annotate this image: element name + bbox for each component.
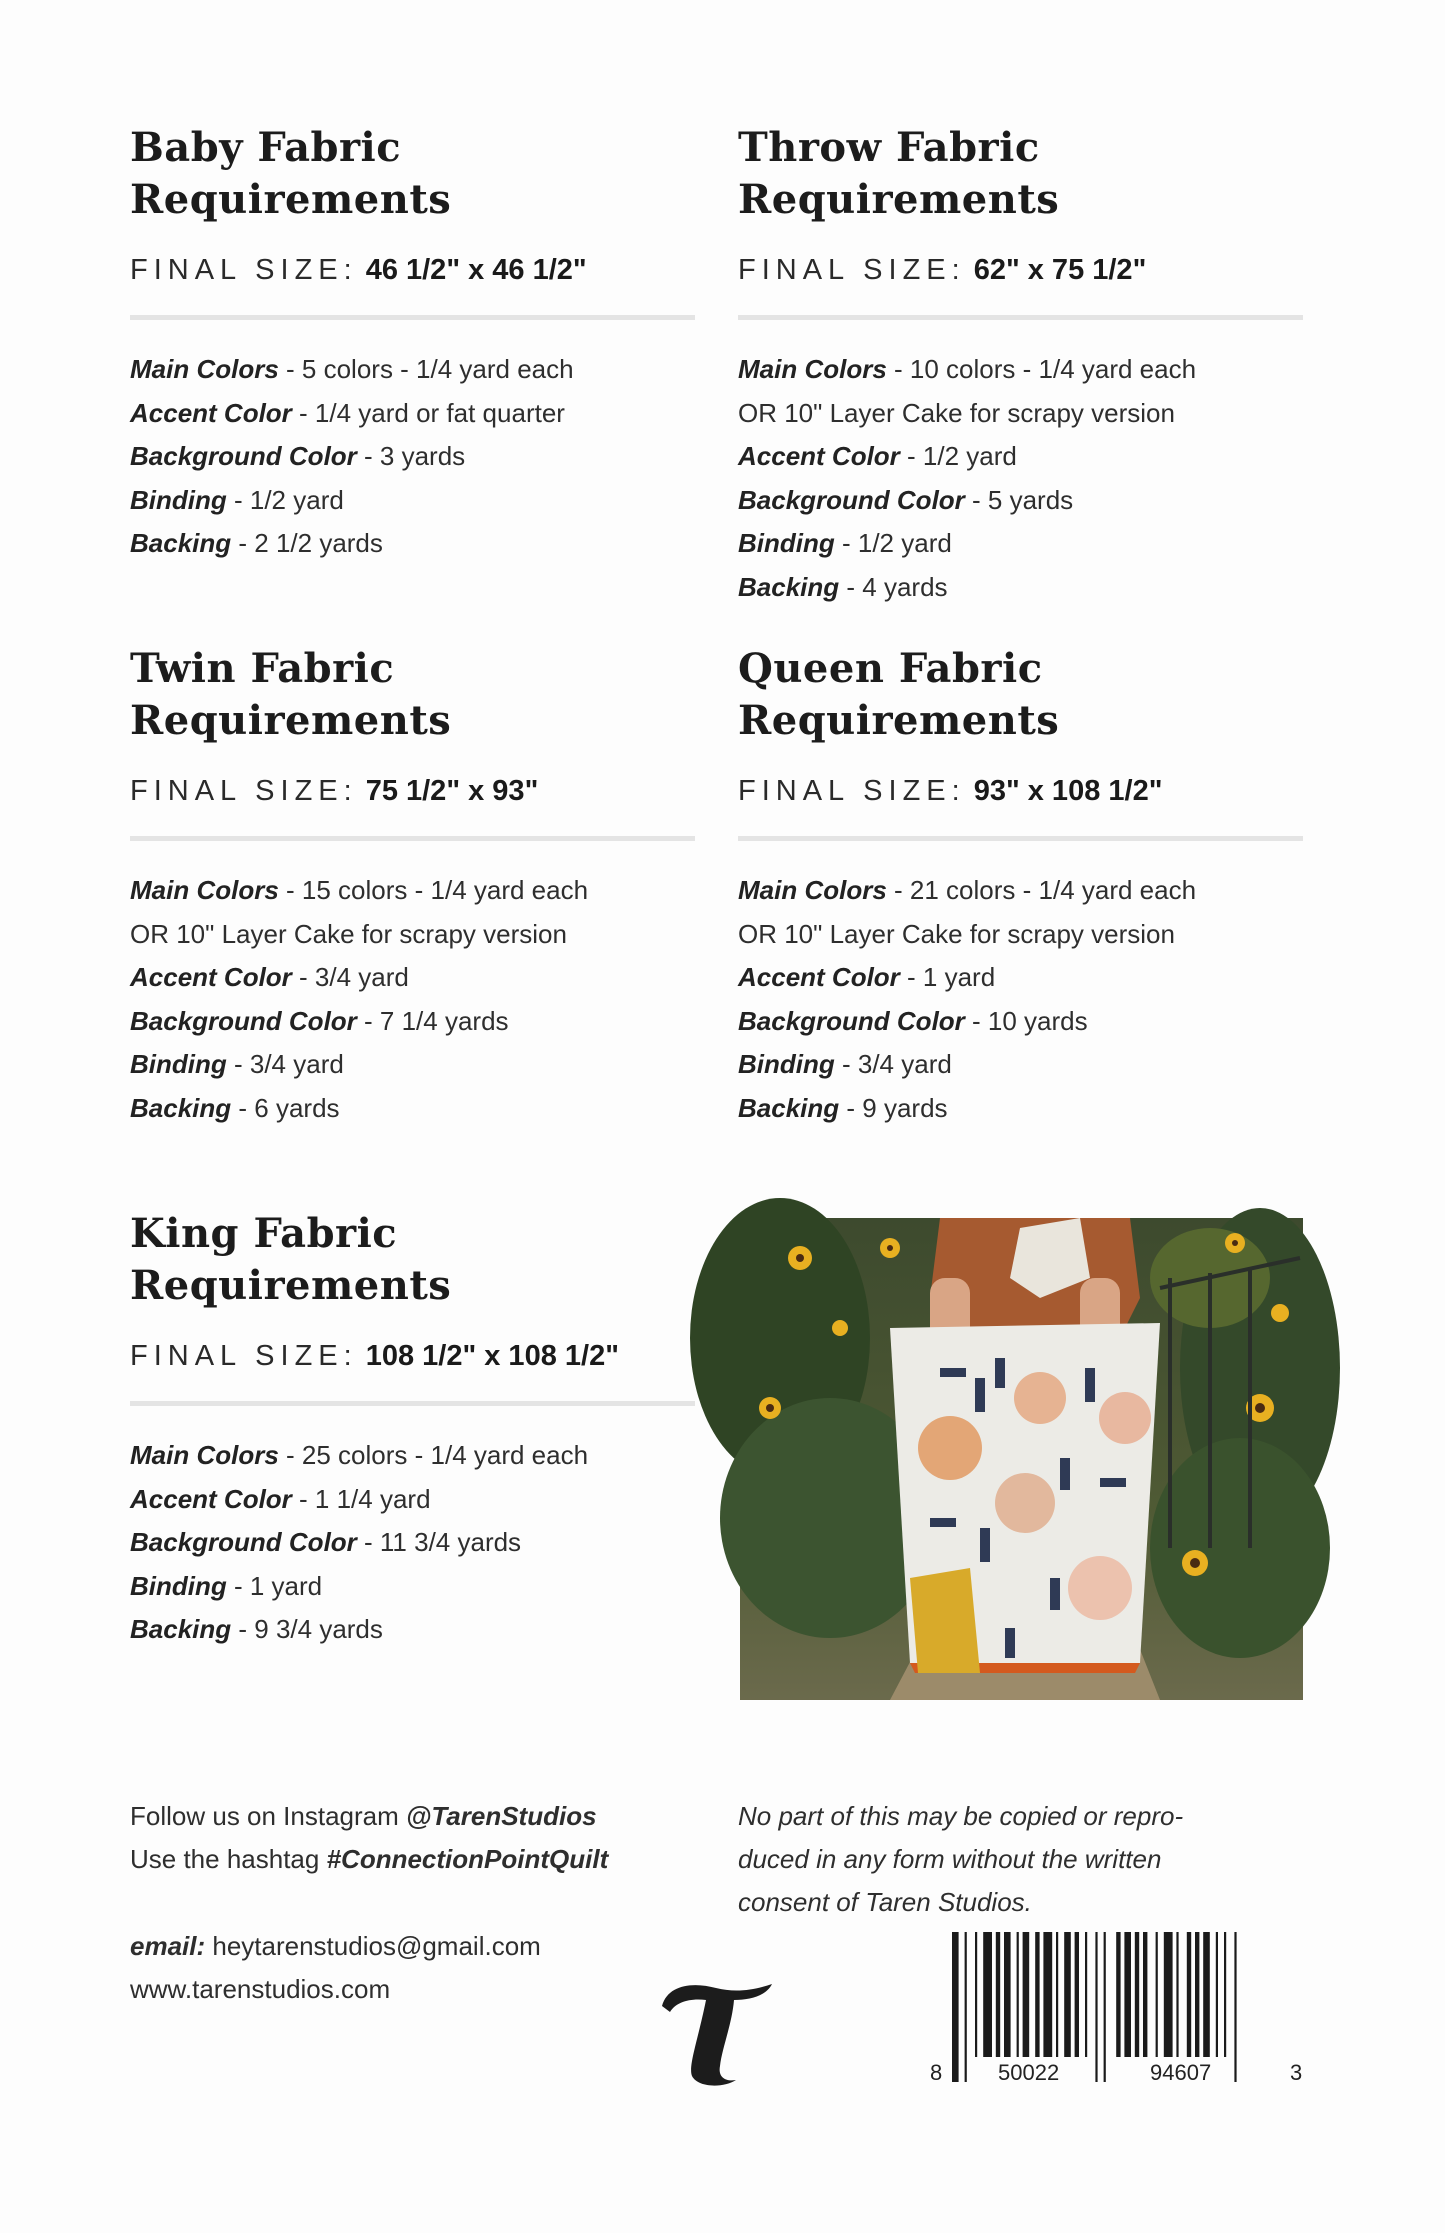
barcode-bar — [1156, 1932, 1158, 2057]
barcode-bar — [1023, 1932, 1030, 2057]
requirement-label: Main Colors — [130, 1440, 279, 1470]
requirements-list — [130, 348, 695, 566]
requirement-item — [130, 1608, 695, 1652]
requirement-value: - 3/4 yard — [226, 1049, 344, 1079]
requirement-item — [130, 1521, 695, 1565]
requirement-value: - 3/4 yard — [834, 1049, 952, 1079]
barcode-bar — [1017, 1932, 1019, 2057]
requirement-item — [738, 1087, 1303, 1131]
requirement-label: Background Color — [130, 441, 357, 471]
requirement-value: - 3/4 yard — [291, 962, 409, 992]
requirement-item — [738, 1000, 1303, 1044]
barcode-bar — [1203, 1932, 1210, 2057]
instagram-line: Follow us on Instagram @TarenStudios — [130, 1801, 597, 1831]
requirement-value: - 1/2 yard — [226, 484, 344, 515]
requirement-value: - 5 yards — [964, 484, 1074, 515]
requirement-value: OR 10" Layer Cake for scrapy version — [130, 918, 567, 949]
final-size: FINAL SIZE: 62" x 75 1/2" — [738, 254, 1147, 286]
website-link[interactable]: www.tarenstudios.com — [130, 1974, 391, 2004]
barcode-bar — [975, 1932, 977, 2057]
requirement-item — [130, 1565, 695, 1609]
requirement-label: Main Colors — [738, 875, 887, 905]
requirement-label: Main Colors — [130, 875, 279, 905]
requirement-label: Background Color — [130, 1005, 357, 1036]
requirement-label: Binding — [130, 484, 227, 515]
requirement-item — [738, 913, 1303, 957]
requirement-item — [738, 566, 1303, 610]
barcode-bar — [952, 1932, 959, 2082]
requirement-value: - 15 colors - 1/4 yard each — [278, 875, 589, 905]
requirement-value: - 1 yard — [226, 1570, 323, 1601]
barcode-bar — [1085, 1932, 1087, 2057]
requirement-item — [738, 348, 1303, 392]
requirement-item — [130, 1478, 695, 1522]
barcode-bar — [1004, 1932, 1011, 2057]
requirements-list — [738, 869, 1303, 1130]
requirement-item — [738, 435, 1303, 479]
barcode-digit: 3 — [1290, 2060, 1303, 2085]
requirement-label: Accent Color — [130, 1483, 292, 1514]
email-link[interactable]: heytarenstudios@gmail.com — [205, 1931, 541, 1961]
divider — [738, 836, 1303, 841]
email-line — [130, 1925, 541, 1968]
requirement-value: - 10 colors - 1/4 yard each — [886, 354, 1197, 384]
requirement-value: - 5 colors - 1/4 yard each — [278, 354, 574, 384]
hashtag: #ConnectionPointQuilt — [326, 1844, 609, 1874]
barcode-bar — [1164, 1932, 1173, 2057]
copyright-notice: No part of this may be copied or repro- duced in any form without the written consent of Taren Studios. — [738, 1801, 1184, 1917]
requirement-item — [130, 1087, 695, 1131]
requirement-label: Binding — [130, 1570, 227, 1601]
section-title: Baby Fabric Requirements — [130, 124, 452, 223]
requirement-label: Binding — [738, 528, 835, 558]
requirement-label: Background Color — [130, 1527, 357, 1557]
requirements-list — [738, 348, 1303, 609]
requirement-value: - 6 yards — [231, 1092, 340, 1123]
section-title: Twin Fabric Requirements — [130, 645, 452, 744]
requirement-value: - 4 yards — [839, 571, 948, 602]
requirement-item — [738, 392, 1303, 436]
requirement-item — [738, 956, 1303, 1000]
requirement-value: - 9 yards — [839, 1092, 948, 1123]
requirement-item — [130, 1434, 695, 1478]
barcode — [930, 1932, 1305, 2092]
requirement-value: - 7 1/4 yards — [356, 1005, 509, 1036]
requirement-item — [130, 348, 695, 392]
requirements-list — [130, 1434, 695, 1652]
requirement-item — [738, 479, 1303, 523]
barcode-digit: 8 — [930, 2060, 943, 2085]
throw-section — [738, 122, 1303, 609]
barcode-bar — [1176, 1932, 1178, 2057]
barcode-bar — [1035, 1932, 1039, 2057]
requirement-item — [130, 479, 695, 523]
barcode-bar — [1216, 1932, 1218, 2057]
requirement-value: - 9 3/4 yards — [231, 1614, 383, 1644]
requirement-item — [130, 522, 695, 566]
requirement-label: Background Color — [738, 484, 965, 515]
section-title: Throw Fabric Requirements — [738, 124, 1060, 223]
requirement-label: Backing — [130, 528, 232, 558]
requirement-item — [130, 869, 695, 913]
requirement-label: Background Color — [738, 1005, 965, 1036]
requirement-value: - 3 yards — [356, 441, 466, 471]
requirement-label: Accent Color — [130, 397, 292, 428]
barcode-bar — [1234, 1932, 1236, 2082]
requirement-label: Backing — [738, 1092, 840, 1123]
requirement-label: Backing — [738, 571, 840, 602]
requirement-value: - 10 yards — [964, 1005, 1088, 1036]
requirement-label: Accent Color — [130, 962, 292, 992]
final-size: FINAL SIZE: 75 1/2" x 93" — [130, 775, 539, 807]
divider — [738, 315, 1303, 320]
barcode-bar — [996, 1932, 1000, 2057]
requirement-label: Backing — [130, 1092, 232, 1123]
requirement-item — [738, 869, 1303, 913]
final-size: FINAL SIZE: 93" x 108 1/2" — [738, 775, 1163, 807]
barcode-bar — [1075, 1932, 1079, 2057]
requirements-list — [130, 869, 695, 1130]
requirement-item — [738, 522, 1303, 566]
barcode-bar — [1187, 1932, 1191, 2057]
final-size: FINAL SIZE: 108 1/2" x 108 1/2" — [130, 1340, 619, 1372]
king-section — [130, 1208, 695, 1652]
requirement-value: - 11 3/4 yards — [356, 1527, 522, 1557]
requirement-value: - 1 yard — [899, 962, 996, 992]
requirement-value: OR 10" Layer Cake for scrapy version — [738, 918, 1175, 949]
requirement-value: - 2 1/2 yards — [231, 528, 383, 558]
svg-text:T: T — [554, 1878, 555, 1879]
requirement-value: - 1 1/4 yard — [291, 1483, 431, 1514]
requirement-item — [130, 392, 695, 436]
requirement-item — [130, 435, 695, 479]
final-size: FINAL SIZE: 46 1/2" x 46 1/2" — [130, 254, 587, 286]
requirement-label: Accent Color — [738, 962, 900, 992]
hashtag-line: Use the hashtag #ConnectionPointQuilt — [130, 1844, 609, 1874]
barcode-bar — [1095, 1932, 1097, 2082]
barcode-bar — [1135, 1932, 1139, 2057]
baby-section — [130, 122, 695, 566]
barcode-bar — [1043, 1932, 1052, 2057]
requirement-item — [130, 913, 695, 957]
requirement-label: Backing — [130, 1614, 232, 1644]
section-title: Queen Fabric Requirements — [738, 645, 1060, 744]
barcode-bar — [1064, 1932, 1071, 2057]
requirement-value: - 21 colors - 1/4 yard each — [886, 875, 1197, 905]
section-title: King Fabric Requirements — [130, 1210, 452, 1309]
requirement-value: - 1/2 yard — [899, 441, 1017, 471]
email-label: email: — [130, 1931, 206, 1961]
requirement-label: Main Colors — [130, 354, 279, 384]
barcode-digit: 94607 — [1150, 2060, 1212, 2085]
requirement-item — [130, 1000, 695, 1044]
instagram-handle[interactable]: @TarenStudios — [406, 1801, 597, 1831]
requirement-label: Binding — [130, 1049, 227, 1079]
barcode-bar — [983, 1932, 992, 2057]
requirement-value: OR 10" Layer Cake for scrapy version — [738, 397, 1175, 428]
barcode-bar — [1104, 1932, 1106, 2082]
barcode-digit: 50022 — [998, 2060, 1060, 2085]
requirement-item — [130, 1043, 695, 1087]
social-info — [130, 1795, 608, 1881]
quilt-photo — [740, 1218, 1303, 1700]
divider — [130, 836, 695, 841]
requirement-item — [738, 1043, 1303, 1087]
requirement-value: - 1/2 yard — [834, 528, 952, 558]
contact-info — [130, 1925, 541, 2011]
taren-logo-icon — [554, 1878, 780, 2086]
requirement-label: Binding — [738, 1049, 835, 1079]
queen-section — [738, 643, 1303, 1130]
requirement-item — [130, 956, 695, 1000]
requirement-value: - 25 colors - 1/4 yard each — [278, 1440, 589, 1470]
barcode-bar — [1056, 1932, 1058, 2057]
divider — [130, 1401, 695, 1406]
twin-section — [130, 643, 695, 1130]
requirement-label: Main Colors — [738, 354, 887, 384]
barcode-bar — [1224, 1932, 1226, 2057]
barcode-bar — [1116, 1932, 1120, 2057]
barcode-bar — [1143, 1932, 1147, 2057]
barcode-bar — [1124, 1932, 1131, 2057]
divider — [130, 315, 695, 320]
requirement-value: - 1/4 yard or fat quarter — [291, 397, 565, 428]
barcode-bar — [1195, 1932, 1199, 2057]
barcode-bar — [965, 1932, 967, 2082]
requirement-label: Accent Color — [738, 441, 900, 471]
